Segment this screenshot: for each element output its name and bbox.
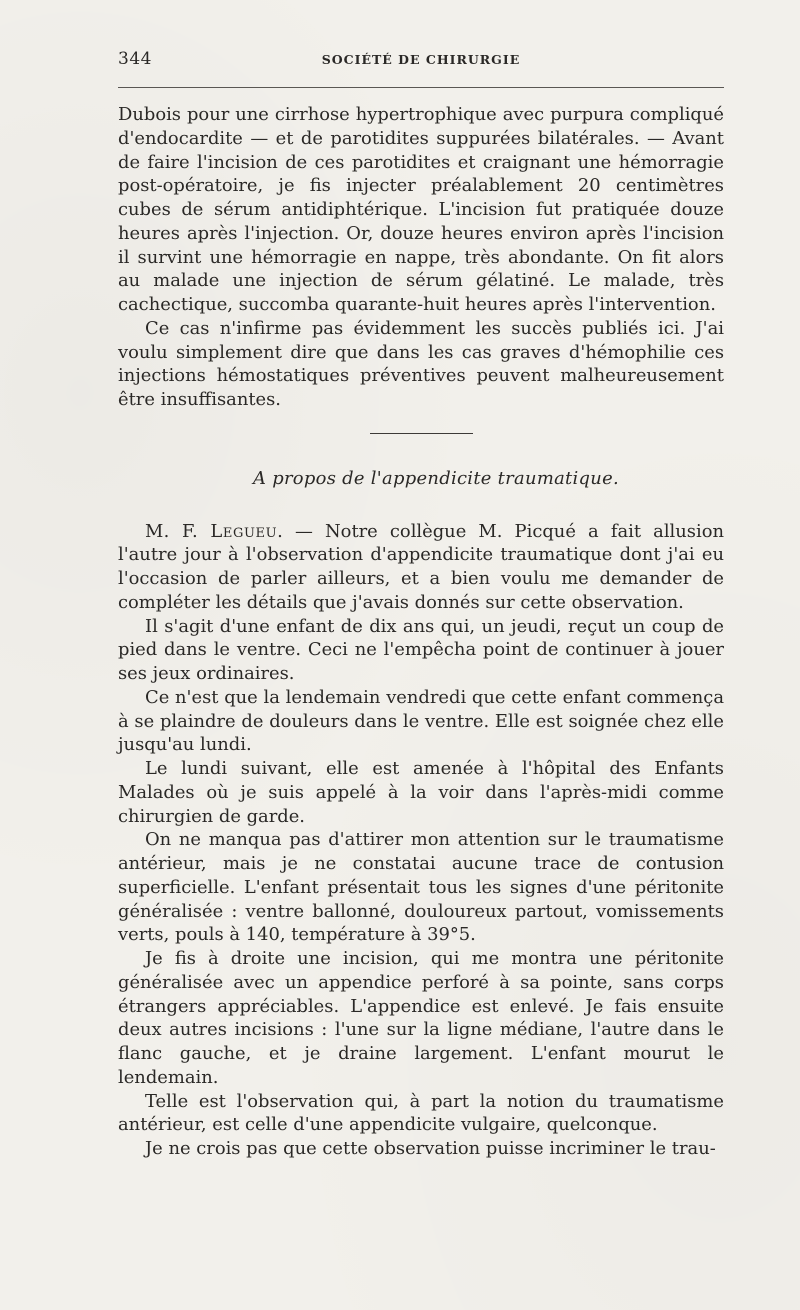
section-body [118, 520, 724, 1161]
speaker-prefix: M. F. [145, 520, 211, 542]
paragraph: Je ne crois pas que cette observation puisse incriminer le trau- [145, 1138, 716, 1159]
running-head: SOCIÉTÉ DE CHIRURGIE [321, 52, 521, 67]
speaker-suffix: . — [277, 520, 326, 542]
speaker-name: Legueu [210, 520, 278, 542]
paragraph: Il s'agit d'une enfant de dix ans qui, un jeudi, reçut un coup de pied dans le ventre. Ceci ne l'empêcha point de continuer à jouer ses jeux ordinaires. [118, 615, 724, 684]
paragraph [118, 520, 724, 615]
paragraph: Le lundi suivant, elle est amenée à l'hôpital des Enfants Malades où je suis appelé à la voir dans l'après-midi comme chirurgien de garde. [118, 758, 724, 827]
body-text [118, 103, 724, 1161]
page-header [118, 49, 724, 75]
section-title: A propos de l'appendicite traumatique. [252, 467, 620, 489]
page-number: 344 [118, 49, 152, 69]
paragraph-text: Notre collègue M. Picqué a fait allusion l'autre jour à l'observation d'appendicite traumatique dont j'ai eu l'occasion de parler ailleurs, et a bien voulu me demander de compléter les détails que j'avais donnés sur cette observation. [118, 520, 724, 613]
paragraph: Je fis à droite une incision, qui me montra une péritonite généralisée avec un appendice perforé à sa pointe, sans corps étrangers appréciables. L'appendice est enlevé. Je fais ensuite deux autres incisions : l'une sur la ligne médiane, l'autre dans le flanc gauche, et je draine largement. L'enfant mourut le lendemain. [118, 948, 724, 1088]
paragraph: Dubois pour une cirrhose hypertrophique avec purpura compliqué d'endocardite — et de parotidites suppurées bilatérales. — Avant de faire l'incision de ces parotidites et craignant une hémorragie post-opératoire, je fis injecter préalablement 20 centimètres cubes de sérum antidiphtérique. L'incision fut pratiquée douze heures après l'injection. Or, douze heures environ après l'incision il survint une hémorragie en nappe, très abondante. On fit alors au malade une injection de sérum gélatiné. Le malade, très cachectique, succomba quarante-huit heures après l'intervention. [118, 104, 724, 315]
paragraph: On ne manqua pas d'attirer mon attention sur le traumatisme antérieur, mais je ne constatai aucune trace de contusion superficielle. L'enfant présentait tous les signes d'une péritonite généralisée : ventre ballonné, douloureux partout, vomissements verts, pouls à 140, température à 39°5. [118, 829, 724, 946]
paragraph: Ce cas n'infirme pas évidemment les succès publiés ici. J'ai voulu simplement dire que dans les cas graves d'hémophilie ces injections hémostatiques préventives peuvent malheureusement être insuffisantes. [118, 317, 724, 410]
section-separator [370, 433, 473, 434]
header-rule [118, 87, 724, 88]
paragraph: Telle est l'observation qui, à part la notion du traumatisme antérieur, est celle d'une appendicite vulgaire, quelconque. [118, 1090, 724, 1136]
paragraph: Ce n'est que la lendemain vendredi que cette enfant commença à se plaindre de douleurs dans le ventre. Elle est soignée chez elle jusqu'au lundi. [118, 686, 724, 756]
